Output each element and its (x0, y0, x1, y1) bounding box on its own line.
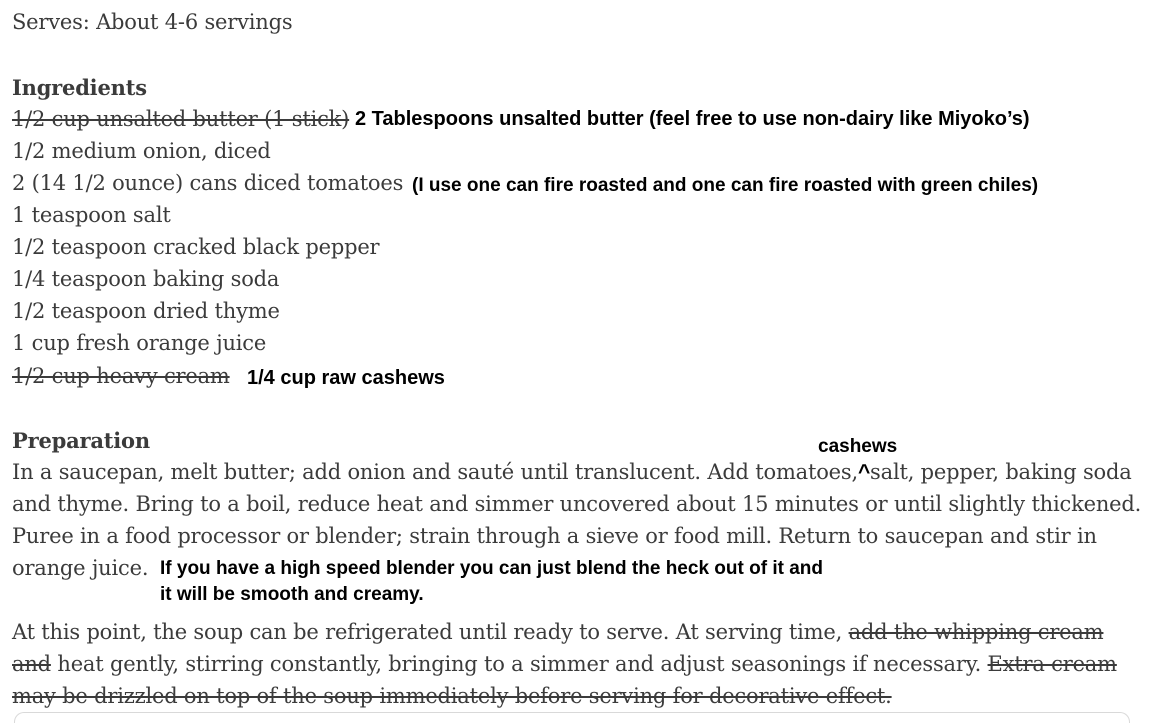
ingredient-cream-struck: 1/2 cup heavy cream (12, 364, 230, 388)
ingredient-butter-note: 2 Tablespoons unsalted butter (feel free to use non-dairy like Miyoko’s) (355, 108, 1030, 130)
ingredient-baking-soda: 1/4 teaspoon baking soda (12, 267, 280, 291)
ingredient-tomatoes-note: (I use one can fire roasted and one can fire roasted with green chiles) (412, 175, 1039, 196)
ingredient-onion: 1/2 medium onion, diced (12, 139, 271, 163)
ingredient-tomatoes: 2 (14 1/2 ounce) cans diced tomatoes (12, 171, 404, 195)
p2-line1-text: At this point, the soup can be refrigerated until ready to serve. At serving time, (12, 620, 843, 644)
p2-line2-struck-end: Extra cream (987, 652, 1117, 676)
p2-line1-struck: add the whipping cream (848, 620, 1104, 644)
blender-note-line2: it will be smooth and creamy. (160, 584, 424, 605)
ingredient-orange-juice: 1 cup fresh orange juice (12, 331, 267, 355)
insert-caret: ^ (857, 461, 871, 484)
p2-line2-text: heat gently, stirring constantly, bringing to a simmer and adjust seasonings if necessary. (57, 652, 982, 676)
ingredient-pepper: 1/2 teaspoon cracked black pepper (12, 235, 380, 259)
preparation-heading: Preparation (12, 428, 150, 453)
ingredients-heading: Ingredients (12, 75, 147, 100)
ingredient-salt: 1 teaspoon salt (12, 203, 171, 227)
p2-line2-struck-start: and (12, 652, 51, 676)
preparation-p1-line2: and thyme. Bring to a boil, reduce heat and simmer uncovered about 15 minutes or until slightly thickened. (12, 492, 1142, 516)
preparation-p2-line1 (12, 620, 1103, 644)
cashews-insert-note: cashews (818, 436, 898, 457)
p1-line1-text: In a saucepan, melt butter; add onion and sauté until translucent. Add tomatoes, (12, 460, 858, 484)
p1-line1-end: salt, pepper, baking soda (870, 460, 1132, 484)
serves-line: Serves: About 4-6 servings (12, 10, 293, 34)
ingredient-thyme: 1/2 teaspoon dried thyme (12, 299, 280, 323)
preparation-p1-line4: orange juice. (12, 556, 149, 580)
ingredient-cream-note: 1/4 cup raw cashews (247, 367, 445, 389)
preparation-p1-line1 (12, 460, 1132, 485)
preparation-p2-line3: may be drizzled on top of the soup immediately before serving for decorative effect. (12, 684, 892, 708)
preparation-p2-line2 (12, 652, 1117, 676)
blender-note-line1: If you have a high speed blender you can just blend the heck out of it and (160, 558, 823, 579)
ingredient-butter-struck: 1/2 cup unsalted butter (1 stick) (12, 107, 350, 131)
preparation-p1-line3: Puree in a food processor or blender; strain through a sieve or food mill. Return to saucepan and stir in (12, 524, 1097, 548)
